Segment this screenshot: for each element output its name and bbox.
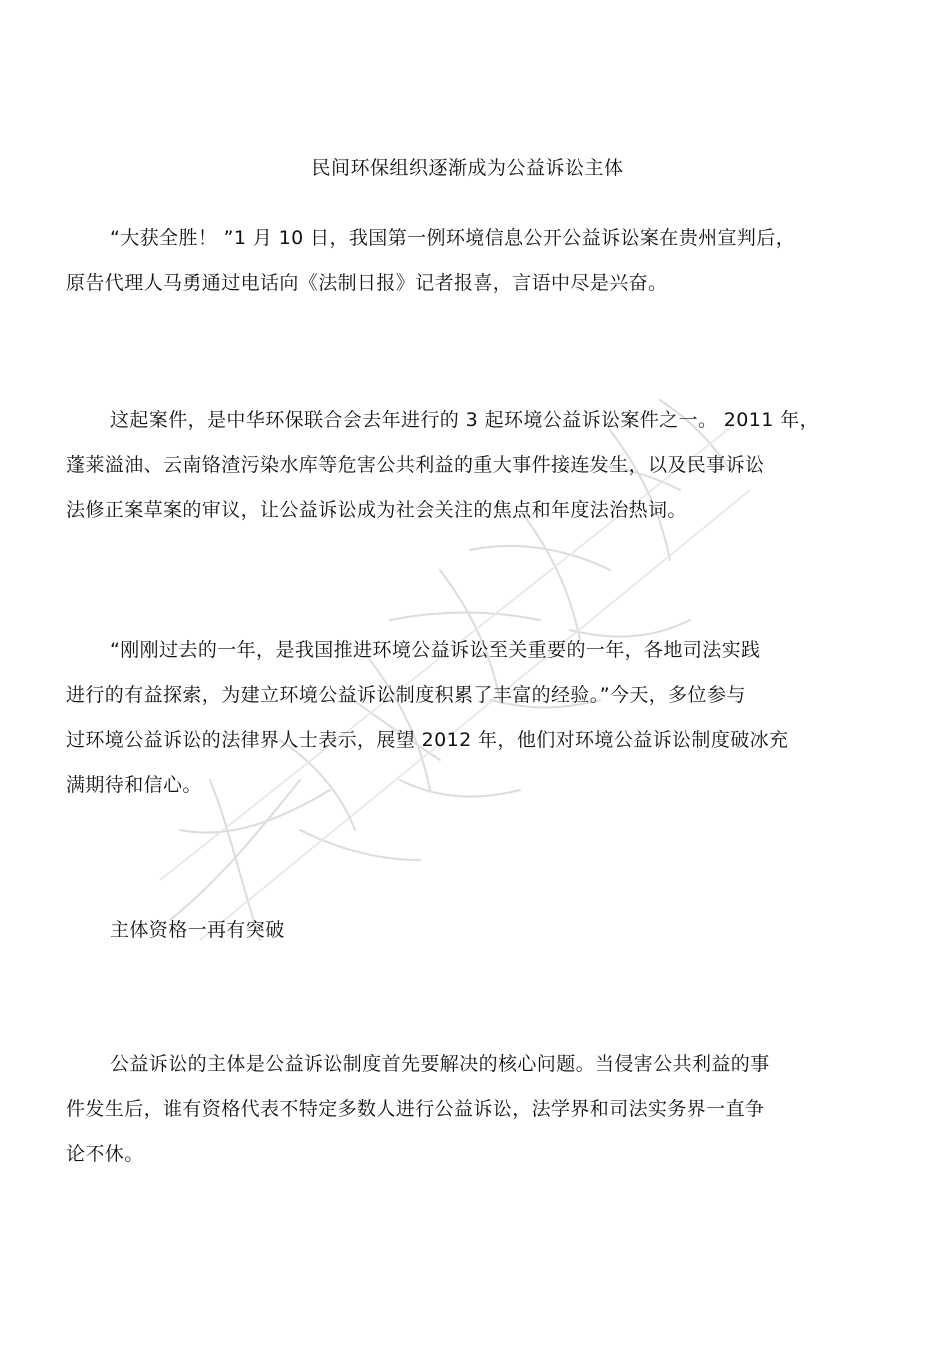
paragraph-line: 法修正案草案的审议，让公益诉讼成为社会关注的焦点和年度法治热词。 [66, 499, 687, 521]
document-title: 民间环保组织逐渐成为公益诉讼主体 [311, 157, 624, 179]
paragraph-line: 这起案件，是中华环保联合会去年进行的 3 起环境公益诉讼案件之一。 2011 年， [110, 409, 820, 431]
paragraph-line: 满期待和信心。 [66, 774, 202, 796]
paragraph-line: 件发生后，谁有资格代表不特定多数人进行公益诉讼，法学界和司法实务界一直争 [66, 1098, 765, 1120]
paragraph-line: 原告代理人马勇通过电话向《法制日报》记者报喜，言语中尽是兴奋。 [66, 272, 668, 294]
paragraph-line: 公益诉讼的主体是公益诉讼制度首先要解决的核心问题。当侵害公共利益的事 [110, 1053, 770, 1075]
paragraph-line: 过环境公益诉讼的法律界人士表示，展望 2012 年，他们对环境公益诉讼制度破冰充 [66, 729, 789, 751]
section-heading [66, 908, 876, 953]
section-heading-text: 主体资格一再有突破 [110, 919, 285, 941]
paragraph-3 [66, 628, 876, 808]
paragraph-line: 进行的有益探索，为建立环境公益诉讼制度积累了丰富的经验。”今天，多位参与 [66, 684, 746, 706]
paragraph-2 [66, 398, 876, 533]
paragraph-5 [66, 1042, 876, 1177]
paragraph-line: 论不休。 [66, 1143, 144, 1165]
paragraph-line: 蓬莱溢油、云南铬渣污染水库等危害公共利益的重大事件接连发生，以及民事诉讼 [66, 454, 765, 476]
paragraph-line: “刚刚过去的一年，是我国推进环境公益诉讼至关重要的一年，各地司法实践 [110, 639, 761, 661]
paragraph-1 [66, 216, 876, 306]
paragraph-line: “大获全胜！ ”1 月 10 日，我国第一例环境信息公开公益诉讼案在贵州宣判后， [110, 227, 796, 249]
